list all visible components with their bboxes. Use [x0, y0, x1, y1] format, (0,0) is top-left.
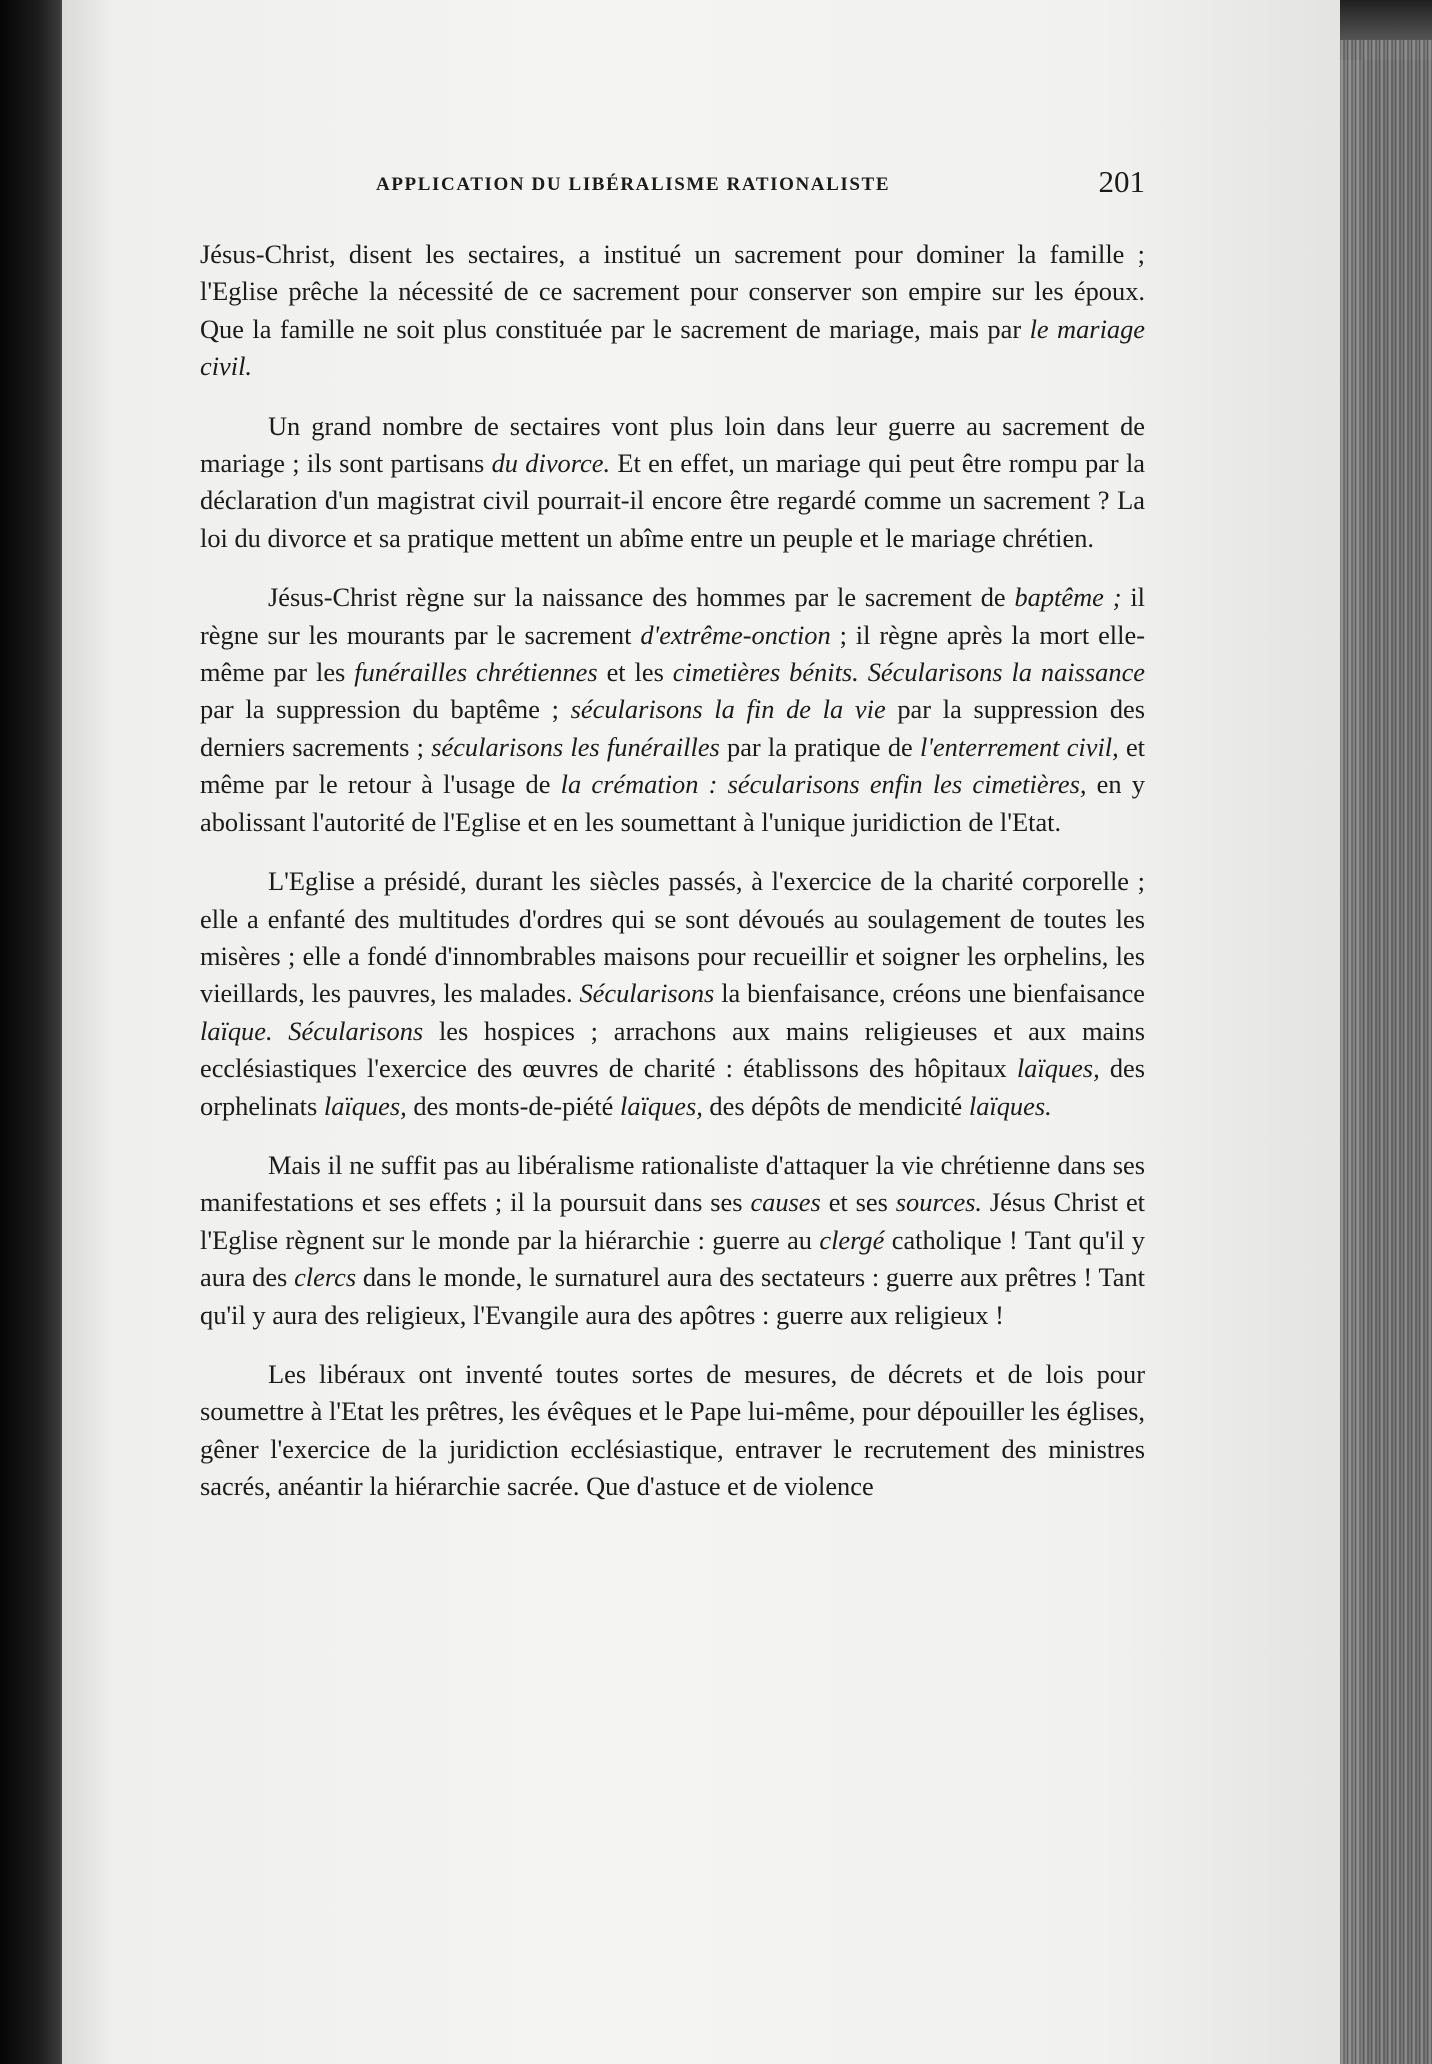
text-segment: des dépôts de mendicité — [702, 1090, 969, 1121]
text-segment: Jésus-Christ règne sur la naissance des hommes par le sacrement de — [268, 582, 1015, 613]
text-segment: Et en effet, un mariage qui peut être rompu par la déclaration d'un magistrat civil pourrait-il encore être regardé comme un sacrement ? La loi du divorce et sa pratique mettent un abîme entre un peuple et le mariage chrétien. — [200, 448, 1145, 553]
italic-text-segment: laïques, — [1016, 1053, 1100, 1084]
running-head — [200, 164, 1145, 218]
text-segment: dans le monde, le surnaturel aura des sectateurs : guerre aux prêtres ! Tant qu'il y aura des religieux, l'Evangile aura des apôtres : guerre aux religieux ! — [200, 1262, 1145, 1330]
paragraph — [200, 408, 1145, 558]
italic-text-segment: laïques. — [968, 1090, 1052, 1121]
italic-text-segment: Sécularisons — [579, 978, 715, 1009]
italic-text-segment: clercs — [294, 1262, 357, 1293]
italic-text-segment: baptême ; — [1014, 582, 1122, 613]
italic-text-segment: sources. — [895, 1187, 983, 1218]
page-text-block — [200, 164, 1146, 1528]
italic-text-segment: clergé — [819, 1224, 885, 1255]
paragraph — [200, 1356, 1145, 1506]
text-segment: et même par le retour à l'usage de — [200, 731, 1145, 800]
text-segment: et les — [597, 657, 673, 688]
italic-text-segment: funérailles chrétiennes — [354, 657, 598, 688]
text-segment: des monts-de-piété — [406, 1090, 620, 1121]
text-segment: et ses — [820, 1187, 896, 1218]
italic-text-segment: d'extrême-onction — [640, 619, 831, 650]
italic-text-segment: la crémation : sécularisons enfin les cimetières, — [560, 769, 1087, 800]
text-segment: par la suppression du baptême ; — [200, 694, 571, 725]
running-head-title: APPLICATION DU LIBÉRALISME RATIONALISTE — [376, 174, 891, 195]
italic-text-segment: sécularisons les funérailles — [431, 731, 720, 762]
italic-text-segment: l'enterrement civil, — [919, 731, 1119, 762]
text-segment: L'Eglise a présidé, durant les siècles passés, à l'exercice de la charité corporelle ; elle a enfanté des multitudes d'ordres qui se sont dévoués au soulagement de toutes les misères ; elle a fondé d'innombrables maisons pour recueillir et soigner les orphelins, les vieillards, les pauvres, les malades. — [200, 866, 1145, 1009]
paragraph — [200, 236, 1145, 386]
text-segment: Jésus-Christ, disent les sectaires, a institué un sacrement pour dominer la famille ; l'Eglise prêche la nécessité de ce sacrement pour conserver son empire sur les époux. Que la famille ne soit plus constituée par le sacrement de mariage, mais par — [200, 239, 1145, 344]
paragraph — [200, 579, 1145, 841]
page-edges — [1340, 40, 1432, 2064]
italic-text-segment: causes — [750, 1187, 821, 1218]
italic-text-segment: sécularisons la fin de la vie — [570, 694, 886, 725]
paragraph — [200, 1147, 1145, 1334]
book-binding-shadow — [0, 0, 70, 2064]
text-segment: des orphelinats — [200, 1053, 1145, 1121]
text-segment: par la pratique de — [719, 731, 920, 762]
italic-text-segment: laïque. Sécularisons — [200, 1015, 424, 1046]
text-segment: Les libéraux ont inventé toutes sortes de mesures, de décrets et de lois pour soumettre à l'Etat les prêtres, les évêques et le Pape lui-même, pour dépouiller les églises, gêner l'exercice de la juridiction ecclésiastique, entraver le recrutement des ministres sacrés, anéantir la hiérarchie sacrée. Que d'astuce et de violence — [200, 1358, 1145, 1502]
text-segment: Jésus Christ et l'Eglise règnent sur le monde par la hiérarchie : guerre au — [200, 1187, 1145, 1255]
text-segment: ; il règne après la mort elle-même par les — [200, 619, 1145, 688]
text-segment: il règne sur les mourants par le sacrement — [200, 582, 1145, 650]
text-segment: en y abolissant l'autorité de l'Eglise et en les soumettant à l'unique juridiction de l'Etat. — [200, 769, 1145, 837]
text-segment: catholique ! Tant qu'il y aura des — [200, 1224, 1146, 1293]
page-number: 201 — [1098, 164, 1145, 199]
text-segment: par la suppression des derniers sacrements ; — [200, 694, 1145, 762]
paragraph — [200, 863, 1145, 1125]
text-segment: les hospices ; arrachons aux mains religieuses et aux mains ecclésiastiques l'exercice des œuvres de charité : établissons des hôpitaux — [200, 1015, 1145, 1084]
text-segment: Un grand nombre de sectaires vont plus loin dans leur guerre au sacrement de mariage ; ils sont partisans — [200, 410, 1145, 479]
text-segment: la bienfaisance, créons une bienfaisance — [714, 978, 1145, 1009]
italic-text-segment: laïques, — [619, 1090, 703, 1121]
italic-text-segment: le mariage civil. — [200, 313, 1145, 382]
italic-text-segment: cimetières bénits. Sécularisons la naissance — [672, 657, 1145, 688]
text-segment: Mais il ne suffit pas au libéralisme rationaliste d'attaquer la vie chrétienne dans ses manifestations et ses effets ; il la poursuit dans ses — [200, 1149, 1145, 1218]
italic-text-segment: du divorce. — [491, 448, 611, 479]
italic-text-segment: laïques, — [323, 1090, 407, 1121]
